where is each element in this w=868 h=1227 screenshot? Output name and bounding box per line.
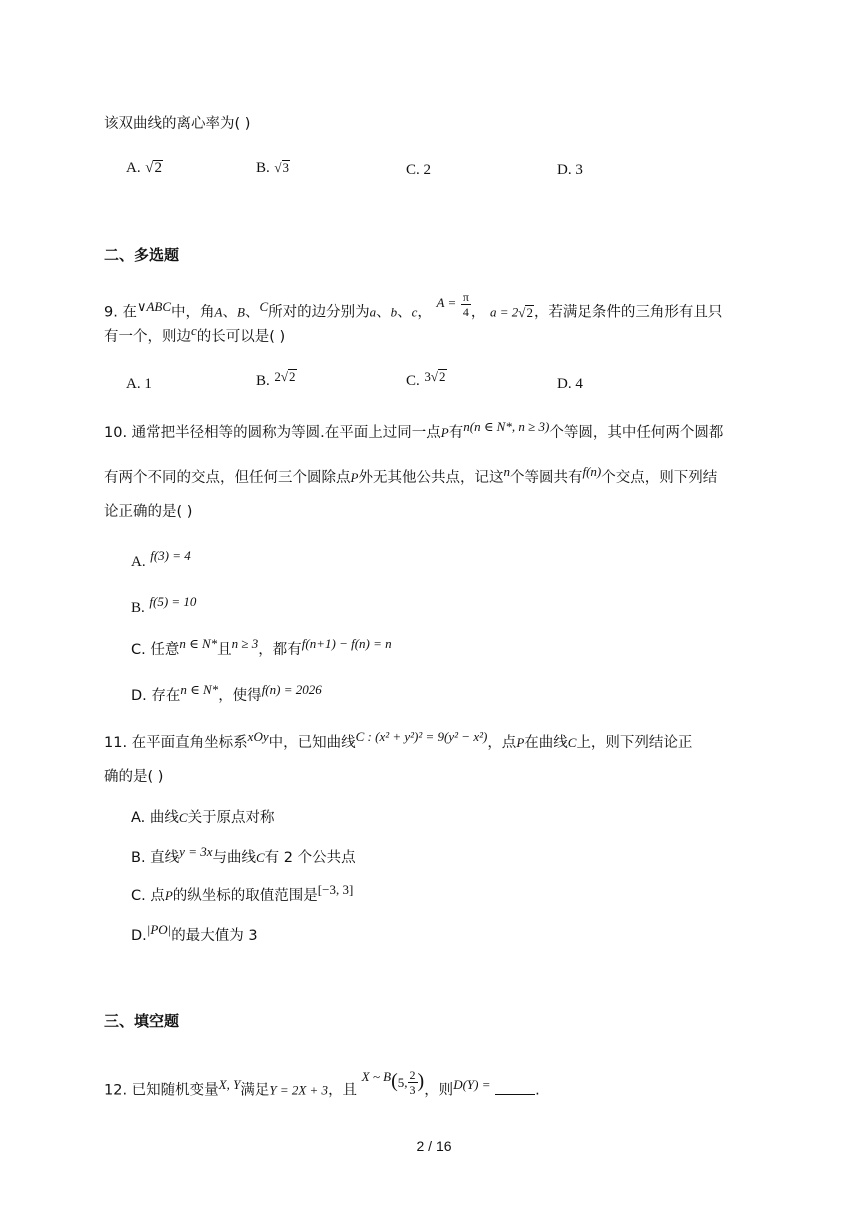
text: ， <box>417 304 432 321</box>
option-label: C. <box>406 373 420 389</box>
dist-p-fraction <box>408 1068 418 1097</box>
text: ，且 <box>328 1082 358 1099</box>
text: 满足 <box>240 1082 270 1099</box>
expr: f(n) = 2026 <box>261 682 322 697</box>
option-label: A. <box>126 160 141 176</box>
var-P: P <box>350 470 359 485</box>
option-label: B. <box>131 600 145 616</box>
text: 在曲线 <box>524 735 568 751</box>
option-label: B. <box>256 160 270 176</box>
question-11-line-2: 确的是( ) <box>104 769 164 785</box>
question-10-line-1 <box>104 419 724 443</box>
question-11-line-1 <box>104 729 693 753</box>
coef: 3 <box>424 369 431 384</box>
question-10-line-3: 论正确的是( ) <box>104 504 193 520</box>
option-value: 3 <box>282 160 290 175</box>
q10-option-c <box>131 636 392 660</box>
text: B. 直线 <box>131 850 180 866</box>
var-P: P <box>440 425 449 440</box>
text: 个等圆，其中任何两个圆都 <box>549 425 724 441</box>
radicand: 2 <box>439 369 446 384</box>
option-label: A. <box>131 554 146 570</box>
var-c: c <box>411 304 418 320</box>
triangle-symbol: ∨ABC <box>136 298 172 314</box>
text: ，则 <box>424 1082 454 1099</box>
var-c: c <box>191 323 197 338</box>
distribution: X ~ B <box>361 1068 392 1084</box>
text: 10. 通常把半径相等的圆称为等圆.在平面上过同一点 <box>104 425 441 441</box>
text: 的纵坐标的取值范围是 <box>172 888 318 904</box>
var-C: C <box>255 850 265 865</box>
q9-option-d: D. 4 <box>557 376 583 392</box>
option-expr: f(5) = 10 <box>149 594 197 609</box>
text: 上，则下列结论正 <box>576 735 693 751</box>
question-stem-continuation <box>104 114 250 134</box>
text: D. <box>131 928 147 944</box>
question-12: 12. 已知随机变量X, Y满足Y = 2X + 3，且 X ~ B(5, $\frac{2}{3}$ )，则D(Y) = . <box>104 1068 540 1099</box>
angle-fraction <box>461 290 471 319</box>
answer-blank[interactable] <box>495 1082 535 1095</box>
text: 、 <box>397 304 412 321</box>
text: 外无其他公共点，记这 <box>358 470 504 486</box>
coord-system: xOy <box>247 729 269 744</box>
q10-option-d <box>131 682 322 706</box>
text: 的长可以是( ) <box>196 329 286 345</box>
q10-option-b <box>131 592 197 616</box>
text: 12. 已知随机变量 <box>104 1082 219 1099</box>
text: 与曲线 <box>212 850 256 866</box>
text: ，都有 <box>258 642 302 658</box>
expr: n ∈ N* <box>180 682 219 697</box>
q9-option-b: B. 2√2 <box>256 369 296 389</box>
text: 个等圆共有 <box>509 470 583 486</box>
q11-option-c <box>131 882 354 906</box>
q9-option-c: C. 3√2 <box>406 369 446 389</box>
text: 个交点，则下列结 <box>601 470 718 486</box>
fraction-denominator: 3 <box>409 1083 416 1097</box>
text: 有 <box>448 425 464 441</box>
fraction-numerator: 2 <box>409 1068 416 1082</box>
text: ， <box>470 304 486 321</box>
text: A. 曲线 <box>131 810 179 826</box>
text: . <box>535 1082 540 1099</box>
option-label: D. 存在 <box>131 688 181 704</box>
option-c: C. 2 <box>406 162 432 178</box>
line-equation: y = 3x <box>179 844 213 859</box>
coef: 2 <box>274 369 281 384</box>
var-A: A <box>214 304 223 320</box>
q9-option-a: A. 1 <box>126 376 152 392</box>
radicand: 2 <box>526 304 533 320</box>
page-number: 2 / 16 <box>416 1138 452 1154</box>
curve-equation: C : (x² + y²)² = 9(y² − x²) <box>355 729 488 744</box>
section-heading-multi-choice: 二、多选题 <box>104 246 180 264</box>
range-expr: [−3, 3] <box>317 882 354 897</box>
var-b: b <box>390 304 398 320</box>
text: C. 点 <box>131 888 165 904</box>
question-9-line-1: 9. 在∨ABC中，角A、B、C所对的边分别为a、b、c， A = $\frac{\pi}{4}$ ， a = 2√2，若满足条件的三角形有且只 <box>104 290 723 321</box>
var-B: B <box>236 304 245 320</box>
q11-option-b <box>131 844 356 868</box>
text: ，点 <box>487 735 517 751</box>
option-d: D. 3 <box>557 162 583 178</box>
text: 中，已知曲线 <box>268 735 356 751</box>
dist-n: 5, <box>397 1074 408 1090</box>
option-label: B. <box>256 373 270 389</box>
text: 、 <box>222 304 237 321</box>
expr: n ≥ 3 <box>231 636 259 651</box>
option-b: B. √3 <box>256 160 290 176</box>
text: ，使得 <box>218 688 262 704</box>
q10-option-a <box>131 546 191 570</box>
option-value: 2 <box>154 160 162 176</box>
fraction-numerator: π <box>462 290 469 304</box>
condition-expr: n(n ∈ N*, n ≥ 3) <box>463 419 550 434</box>
option-label: C. 任意 <box>131 642 180 658</box>
q11-option-a <box>131 808 275 828</box>
text: 有一个，则边 <box>104 329 191 345</box>
variance-expr: D(Y) = <box>453 1076 491 1092</box>
text: 有两个不同的交点，但任何三个圆除点 <box>104 470 351 486</box>
text: 的最大值为 3 <box>171 928 258 944</box>
var-C: C <box>259 298 269 314</box>
text: 、 <box>376 304 391 321</box>
text: 、 <box>244 304 260 321</box>
side-lhs: a = 2 <box>490 304 519 320</box>
var-P: P <box>516 735 525 750</box>
stem-text: 该双曲线的离心率为( ) <box>104 116 251 132</box>
section-heading-fill-blank: 三、填空题 <box>104 1012 180 1030</box>
fn-expr: f(n) <box>582 464 602 479</box>
relation-expr: Y = 2X + 3 <box>269 1082 329 1098</box>
text: 所对的边分别为 <box>268 304 370 321</box>
var-C: C <box>178 810 188 825</box>
text: 中，角 <box>171 304 215 321</box>
text: 关于原点对称 <box>187 810 275 826</box>
var-n: n <box>503 464 510 479</box>
question-10-line-2 <box>104 464 718 488</box>
text: 11. 在平面直角坐标系 <box>104 735 248 751</box>
fraction-denominator: 4 <box>462 305 469 319</box>
expr: f(n+1) − f(n) = n <box>301 636 392 651</box>
abs-expr: |PO| <box>146 922 172 937</box>
option-a: A. √2 <box>126 160 162 176</box>
var-C: C <box>567 735 577 750</box>
expr: n ∈ N* <box>179 636 218 651</box>
text: 且 <box>217 642 232 658</box>
var-a: a <box>369 304 377 320</box>
var-P: P <box>164 888 173 903</box>
random-vars: X, Y <box>218 1076 241 1092</box>
radicand: 2 <box>289 369 296 384</box>
angle-lhs: A = <box>436 294 457 310</box>
question-9-line-2 <box>104 323 286 347</box>
text: 有 2 个公共点 <box>264 850 356 866</box>
text: 9. 在 <box>104 304 137 321</box>
q11-option-d <box>131 922 258 946</box>
text: ，若满足条件的三角形有且只 <box>533 304 723 321</box>
option-expr: f(3) = 4 <box>150 548 191 563</box>
